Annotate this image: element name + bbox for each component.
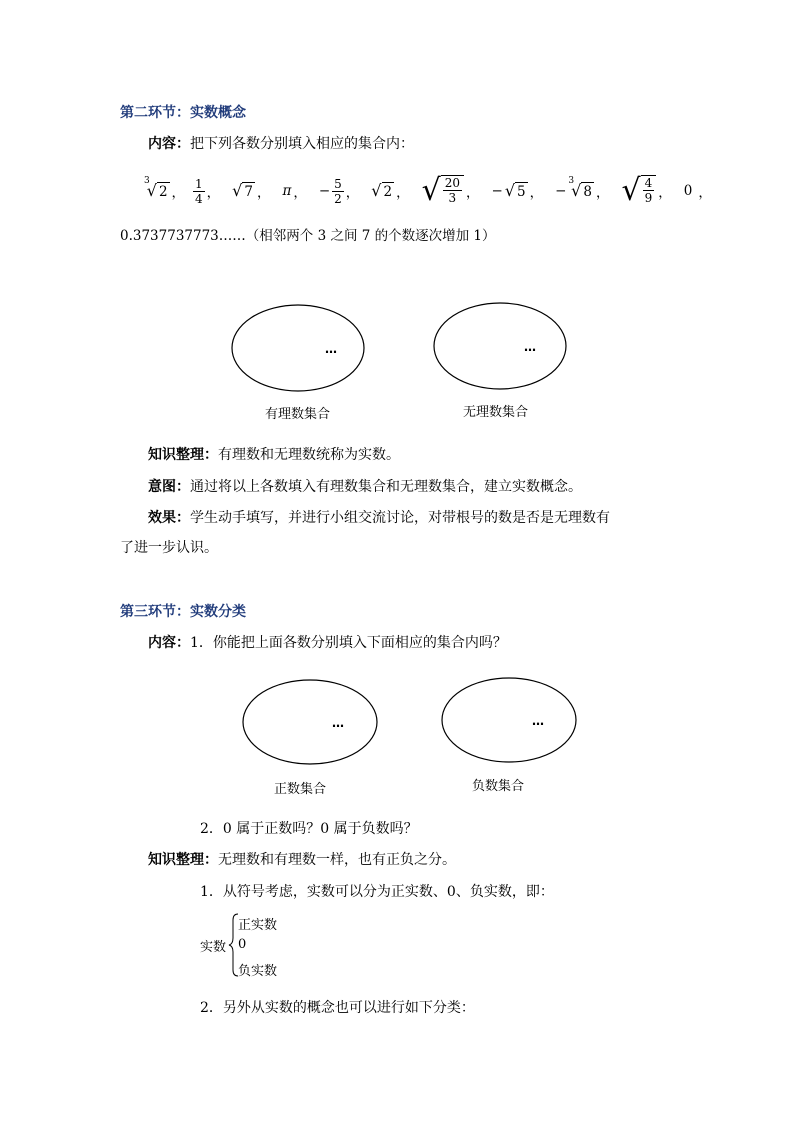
irrational-set-ellipse xyxy=(434,303,566,389)
section2-effect: 效果：学生动手填写，并进行小组交流讨论，对带根号的数是否是无理数有 xyxy=(148,510,610,526)
negative-set-ellipse xyxy=(442,678,576,762)
content-label: 内容： xyxy=(148,136,190,152)
numbers-row: 3 √ 2 ， $\frac{1}{4}$ ， √ 7 ， π ， − $\frac{5}{2}$ ， √ 2 ， √ $\frac{20}{3}$ ， − √ 5 ， − 3 √ 8 ， √ $\frac{4}{9}$ ， 0 ， xyxy=(144,173,712,208)
sqrt-7: √ 7 xyxy=(232,180,253,200)
rational-set-ellipse xyxy=(232,305,364,391)
question-2: 2．0 属于正数吗？0 属于负数吗？ xyxy=(200,821,418,837)
fraction-1-4: $\frac{1}{4}$ xyxy=(195,176,203,206)
sqrt-2: √ 2 xyxy=(371,180,393,200)
rational-set-label: 有理数集合 xyxy=(265,407,331,422)
section3-content: 内容：1．你能把上面各数分别填入下面相应的集合内吗？ xyxy=(148,635,507,651)
sqrt-20-over-3: √ $\frac{20}{3}$ xyxy=(422,175,464,207)
tree-item: 负实数 xyxy=(238,964,278,979)
tree-root: 实数 xyxy=(200,940,227,955)
neg-sqrt-5: √ 5 xyxy=(504,180,526,200)
section2-knowledge: 知识整理：有理数和无理数统称为实数。 xyxy=(148,447,400,463)
section2-heading: 第二环节：实数概念 xyxy=(120,105,246,121)
irrational-set-ellipsis: … xyxy=(524,340,535,354)
point-2: 2．另外从实数的概念也可以进行如下分类： xyxy=(200,1000,475,1016)
pi: π xyxy=(282,183,292,199)
section2-intent: 意图：通过将以上各数填入有理数集合和无理数集合，建立实数概念。 xyxy=(148,479,582,495)
section2-effect-cont: 了进一步认识。 xyxy=(120,540,218,556)
rational-set-ellipsis: … xyxy=(325,342,336,356)
irrational-set-label: 无理数集合 xyxy=(463,405,529,420)
negative-set-label: 负数集合 xyxy=(472,779,525,794)
tree-item: 正实数 xyxy=(238,918,278,933)
decimal-line: 0.3737737773……（相邻两个 3 之间 7 的个数逐次增加 1） xyxy=(120,228,496,244)
content-text: 把下列各数分别填入相应的集合内： xyxy=(190,136,414,152)
zero: 0 xyxy=(683,183,693,199)
positive-set-ellipse xyxy=(243,680,377,764)
tree-item: 0 xyxy=(238,937,247,952)
section3-heading: 第三环节：实数分类 xyxy=(120,604,246,620)
sqrt-4-over-9: √ $\frac{4}{9}$ xyxy=(621,175,656,207)
positive-set-ellipsis: … xyxy=(332,716,343,730)
negative-set-ellipsis: … xyxy=(532,714,543,728)
section2-content xyxy=(148,134,414,154)
neg-cube-root-8: 3 √ 8 xyxy=(568,175,592,200)
positive-set-label: 正数集合 xyxy=(274,782,327,797)
point-1: 1．从符号考虑，实数可以分为正实数、0、负实数，即： xyxy=(200,884,554,900)
cube-root-2: 3 √ 2 xyxy=(144,175,168,200)
fraction-neg-5-2: $\frac{5}{2}$ xyxy=(334,176,342,206)
section3-knowledge: 知识整理：无理数和有理数一样，也有正负之分。 xyxy=(148,852,456,868)
